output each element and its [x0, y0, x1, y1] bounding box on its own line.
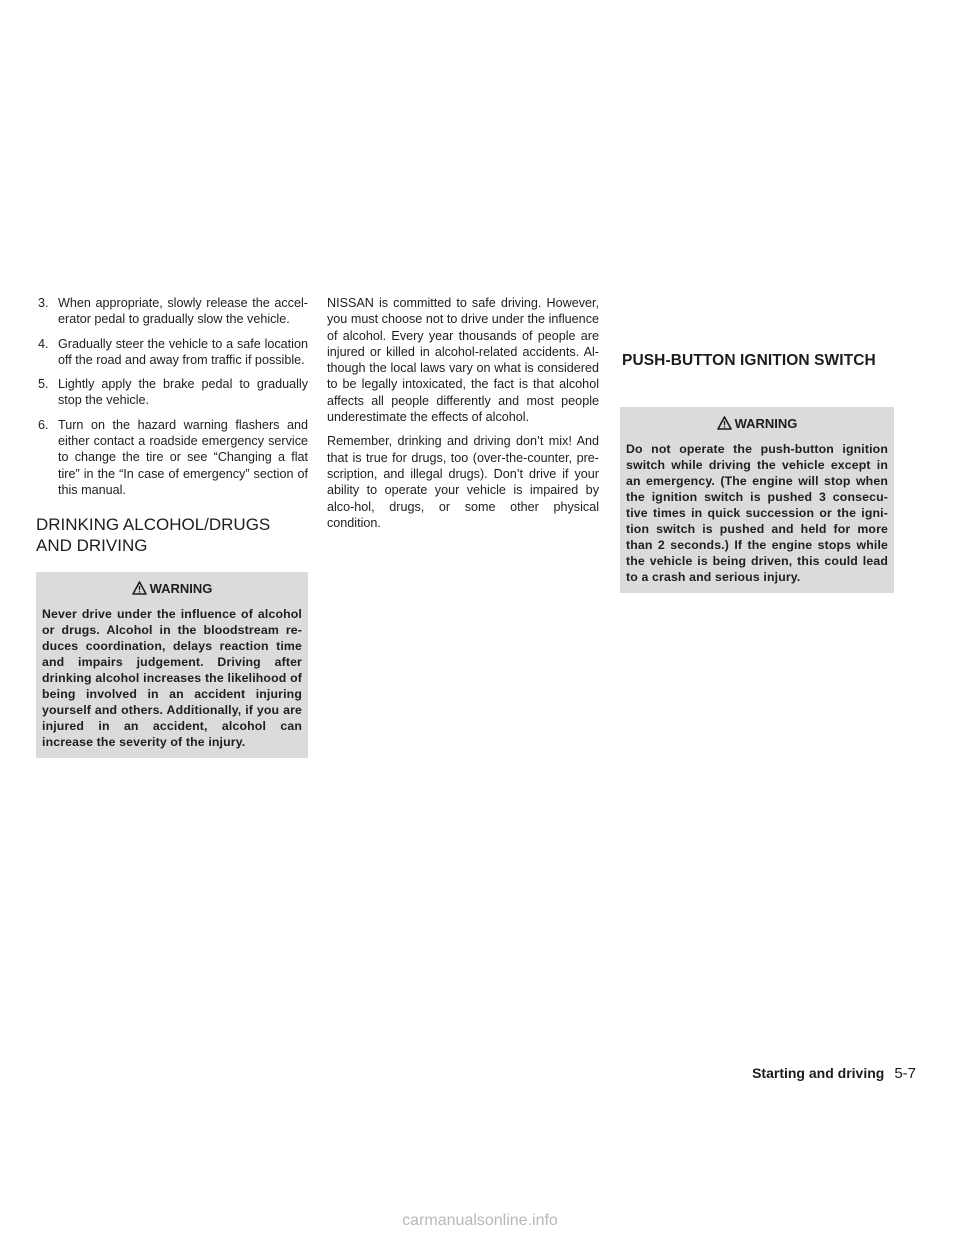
step-number: 3. [38, 296, 49, 310]
ignition-warning-box [620, 407, 894, 593]
alcohol-paragraph: NISSAN is committed to safe driving. However, you must choose not to drive under the influence of alcohol. Every year thousands of people are injured or killed in alcohol-related accidents. Al-though the local laws vary on what is considered to be legally intoxicated, the fact is that alcohol affects all people differently and most people underestimate the effects of alcohol. [327, 296, 599, 425]
steps-list [36, 295, 308, 498]
warning-body: Never drive under the influence of alcohol or drugs. Alcohol in the bloodstream re-duces coordination, delays reaction time and impairs judgement. Driving after drinking alcohol increases the likelihood of being involved in an accident injuring yourself and others. Additionally, if you are injured in an accident, alcohol can increase the severity of the injury. [42, 607, 302, 750]
warning-triangle-icon [717, 416, 732, 430]
footer-section: Starting and driving [752, 1065, 885, 1081]
step-text: Turn on the hazard warning flashers and either contact a roadside emergency service to change the tire or see “Changing a flat tire” in the “In case of emergency” section of this manual. [58, 417, 308, 497]
alcohol-warning-box [36, 572, 308, 758]
warning-triangle-icon [132, 581, 147, 595]
step-text: Gradually steer the vehicle to a safe location off the road and away from traffic if possible. [58, 336, 308, 367]
watermark: carmanualsonline.info [402, 1212, 558, 1229]
right-column [620, 295, 894, 593]
step-number: 4. [38, 336, 49, 351]
alcohol-heading: DRINKING ALCOHOL/DRUGS AND DRIVING [36, 515, 271, 556]
warning-title [42, 580, 302, 598]
list-item [36, 295, 308, 328]
list-item [36, 376, 308, 409]
warning-title [626, 415, 888, 433]
list-item [36, 336, 308, 369]
section-heading: PUSH-BUTTON IGNITION SWITCH [622, 352, 876, 369]
step-number: 5. [38, 377, 49, 392]
warning-body: Do not operate the push-button ignition switch while driving the vehicle except in an emergency. (The engine will stop when the ignition switch is pushed 3 consecu-tive times in quick succession or the igni-tion switch is pushed and held for more than 2 seconds.) If the engine stops while the vehicle is being driven, this could lead to a crash and serious injury. [626, 442, 888, 584]
left-column [36, 295, 308, 758]
warning-title-text: WARNING [734, 416, 798, 431]
step-text: When appropriate, slowly release the accel-erator pedal to gradually slow the vehicle. [58, 296, 308, 327]
page-footer [752, 1065, 916, 1082]
middle-column [327, 295, 599, 539]
warning-title-text: WARNING [149, 581, 213, 597]
list-item [36, 417, 308, 498]
step-number: 6. [38, 417, 49, 432]
page-number: 5-7 [894, 1065, 916, 1082]
step-text: Lightly apply the brake pedal to gradually stop the vehicle. [58, 377, 308, 408]
drugs-paragraph: Remember, drinking and driving don’t mix! And that is true for drugs, too (over-the-counter, pre-scription, and illegal drugs). Don’t drive if your ability to operate your vehicle is impaired by alco-hol, drugs, or some other physical condition. [327, 434, 599, 530]
